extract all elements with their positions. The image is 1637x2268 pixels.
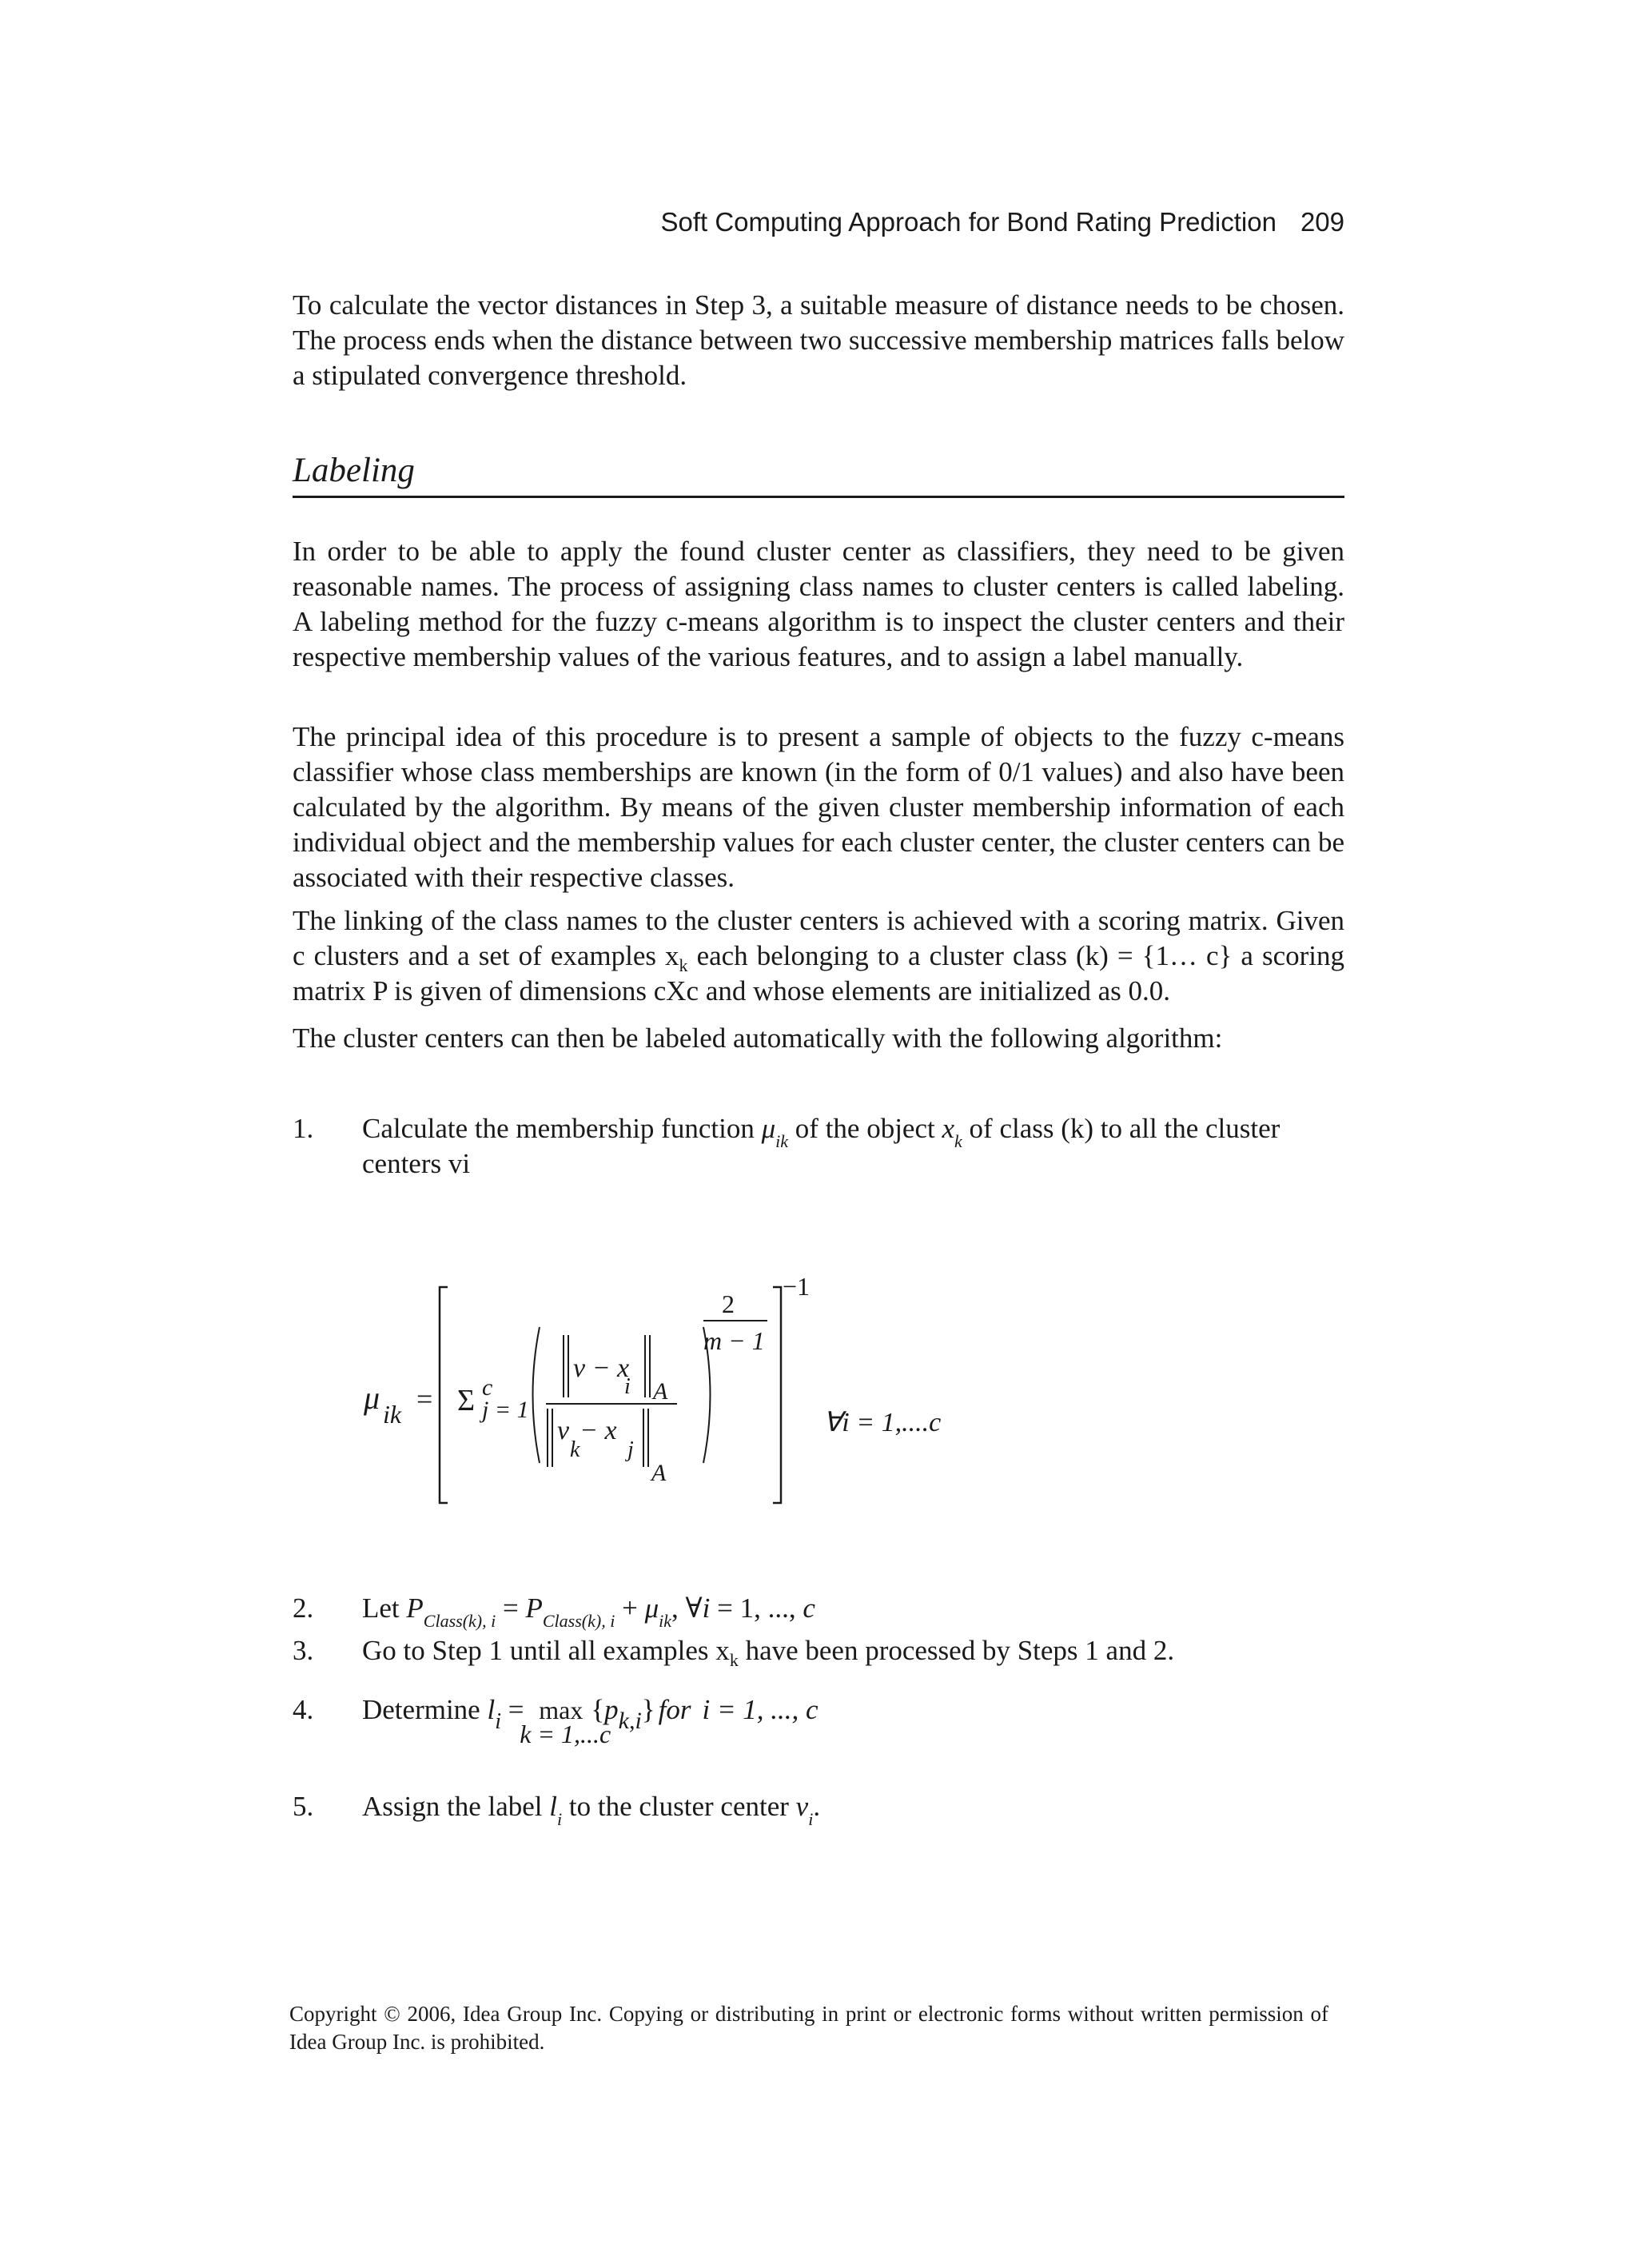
svg-text:A: A [651,1460,667,1486]
svg-text:− x: − x [580,1416,617,1445]
svg-text:2: 2 [722,1289,735,1318]
algorithm-step-3: 3. Go to Step 1 until all examples $x_k$ have been processed by Steps 1 and 2. [293,1635,1175,1670]
svg-text:m − 1: m − 1 [703,1326,765,1355]
svg-text:μ: μ [364,1380,380,1416]
paragraph-5: The cluster centers can then be labeled automatically with the following algorithm: [293,1022,1223,1054]
running-header [660,207,1344,237]
membership-formula [364,1271,971,1511]
section-heading: Labeling [293,446,1344,498]
svg-text:j = 1: j = 1 [482,1397,529,1423]
algorithm-step-2: 2. Let $P_{Class(k), i} = P_{Class(k), i} + \mu_{ik}$, ∀i = 1, ..., c [293,1592,815,1631]
svg-text:c: c [482,1374,493,1401]
svg-text:=: = [416,1383,433,1415]
svg-text:−1: −1 [783,1272,811,1301]
paragraph-4: The linking of the class names to the cluster centers is achieved with a scoring matrix. Given c clusters and a set of examples $x_k$ each belonging to a cluster class (k) = {1… c} a scoring matrix P is given of dimensions cXc and whose elements are initialized as 0.0. [293,905,1344,1006]
svg-text:v − x: v − x [573,1353,630,1383]
svg-text:∀i = 1,....c: ∀i = 1,....c [823,1408,942,1437]
svg-text:Σ: Σ [457,1384,476,1417]
page-number: 209 [1300,207,1344,237]
copyright-footer: Copyright © 2006, Idea Group Inc. Copying or distributing in print or electronic forms without written permission of Idea Group Inc. is prohibited. [289,2002,1328,2054]
algorithm-step-1: 1. Calculate the membership function $\mu_{ik}$ of the object $x_k$ of class (k) to all the cluster centers vi [293,1113,1281,1179]
svg-text:k: k [570,1437,580,1462]
svg-text:v: v [557,1416,570,1445]
algorithm-step-4: 4. Determine $l_i = \max$ k = 1,...c {pk,i} for i = 1, ..., c [293,1694,818,1748]
algorithm-step-5: 5. Assign the label $l_i$ to the cluster center $v_i$. [293,1791,821,1829]
svg-text:i: i [624,1374,631,1399]
paragraph-3: The principal idea of this procedure is to present a sample of objects to the fuzzy c-means classifier whose class memberships are known (in the form of 0/1 values) and also have been calculated by the algorithm. By means of the given cluster membership information of each individual object and the membership values for each cluster center, the cluster centers can be associated with their respective classes. [293,721,1344,893]
paragraph-2: In order to be able to apply the found cluster center as classifiers, they need to be given reasonable names. The process of assigning class names to cluster centers is called labeling. A labeling method for the fuzzy c-means algorithm is to inspect the cluster centers and their respective membership values of the various features, and to assign a label manually. [293,536,1344,672]
svg-text:j: j [627,1437,634,1462]
svg-text:A: A [653,1378,668,1405]
paragraph-1: To calculate the vector distances in Step 3, a suitable measure of distance needs to be chosen. The process ends when the distance between two successive membership matrices falls below a stipulated convergence threshold. [293,289,1344,391]
svg-text:ik: ik [383,1400,402,1429]
running-title: Soft Computing Approach for Bond Rating Prediction [660,207,1277,237]
